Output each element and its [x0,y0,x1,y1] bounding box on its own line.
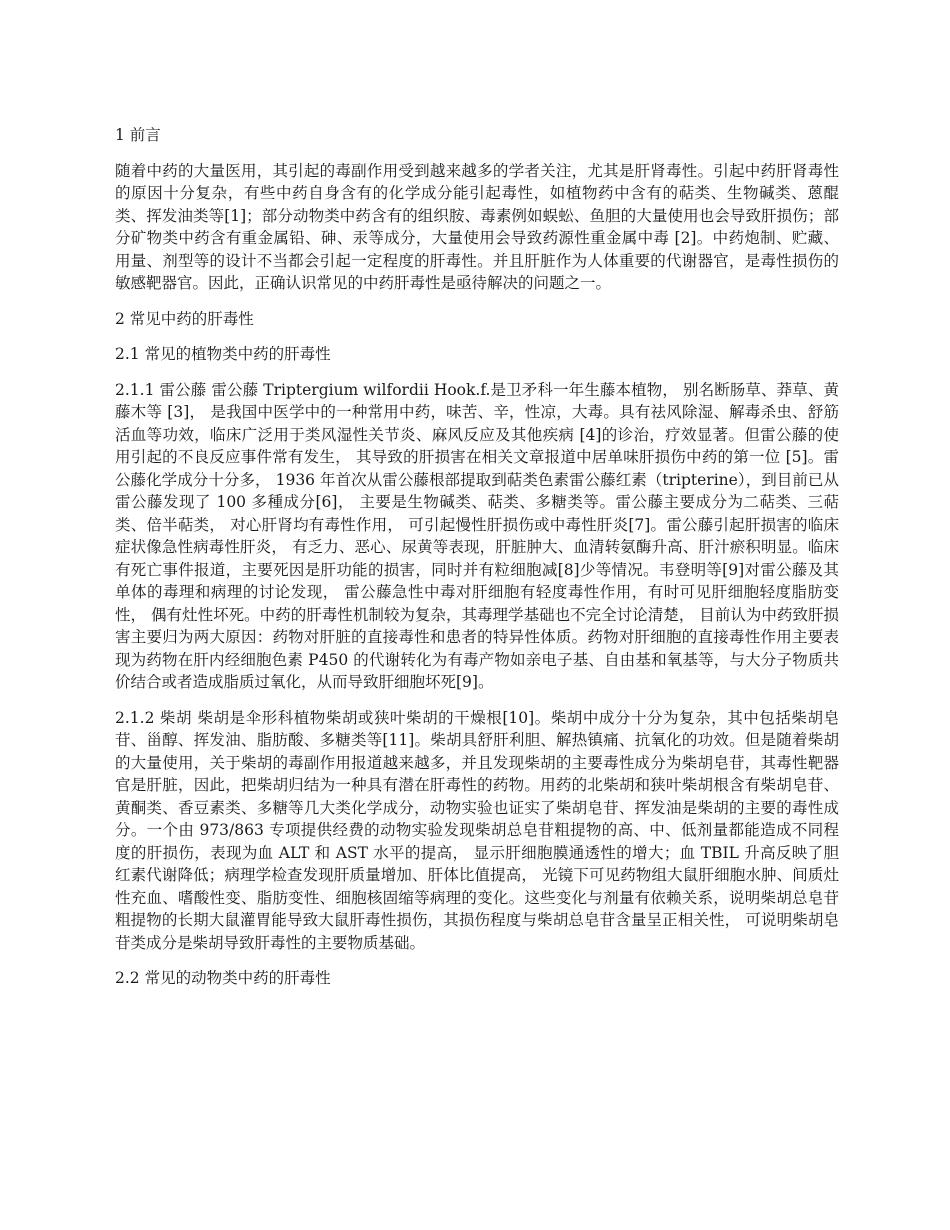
paragraph-preface: 随着中药的大量医用，其引起的毒副作用受到越来越多的学者关注，尤其是肝肾毒性。引起中药肝肾毒性的原因十分复杂，有些中药自身含有的化学成分能引起毒性，如植物药中含有的萜类、生物碱类、蒽醌类、挥发油类等[1]；部分动物类中药含有的组织胺、毒素例如蜈蚣、鱼胆的大量使用也会导致肝损伤；部分矿物类中药含有重金属铅、砷、汞等成分，大量使用会导致药源性重金属中毒 [2]。中药炮制、贮藏、用量、剂型等的设计不当都会引起一定程度的肝毒性。并且肝脏作为人体重要的代谢器官，是毒性损伤的敏感靶器官。因此，正确认识常见的中药肝毒性是亟待解决的问题之一。 [115,161,839,292]
paragraph-bupleurum: 2.1.2 柴胡 柴胡是伞形科植物柴胡或狭叶柴胡的干燥根[10]。柴胡中成分十分为复杂，其中包括柴胡皂苷、甾醇、挥发油、脂肪酸、多糖类等[11]。柴胡具舒肝利胆、解热镇痛、抗氧化的功效。但是随着柴胡的大量使用，关于柴胡的毒副作用报道越来越多，并且发现柴胡的主要毒性成分为柴胡皂苷，其毒性靶器官是肝脏，因此，把柴胡归结为一种具有潜在肝毒性的药物。用药的北柴胡和狭叶柴胡根含有柴胡皂苷、黄酮类、香豆素类、多糖等几大类化学成分，动物实验也证实了柴胡皂苷、挥发油是柴胡的主要的毒性成分。一个由 973/863 专项提供经费的动物实验发现柴胡总皂苷粗提物的高、中、低剂量都能造成不同程度的肝损伤，表现为血 ALT 和 AST 水平的提高， 显示肝细胞膜通透性的增大；血 TBIL 升高反映了胆红素代谢降低；病理学检查发现肝质量增加、肝体比值提高， 光镜下可见药物组大鼠肝细胞水肿、间质灶性充血、嗜酸性变、脂肪变性、细胞核固缩等病理的变化。这些变化与剂量有依赖关系，说明柴胡总皂苷粗提物的长期大鼠灌胃能导致大鼠肝毒性损伤，其损伤程度与柴胡总皂苷含量呈正相关性， 可说明柴胡皂苷类成分是柴胡导致肝毒性的主要物质基础。 [115,708,839,952]
section-heading-preface: 1 前言 [115,126,161,144]
document-page [115,124,839,1003]
paragraph-tripterygium: 2.1.1 雷公藤 雷公藤 Triptergium wilfordii Hook.f.是卫矛科一年生藤本植物， 别名断肠草、莽草、黄藤木等 [3]， 是我国中医学中的一种常用中药，味苦、辛，性凉，大毒。具有祛风除湿、解毒杀虫、舒筋活血等功效，临床广泛用于类风湿性关节炎、麻风反应及其他疾病 [4]的诊治，疗效显著。但雷公藤的使用引起的不良反应事件常有发生， 其导致的肝损害在相关文章报道中居单味肝损伤中药的第一位 [5]。雷公藤化学成分十分多， 1936 年首次从雷公藤根部提取到萜类色素雷公藤红素（tripterine），到目前已从雷公藤发现了 100 多種成分[6]， 主要是生物碱类、萜类、多糖类等。雷公藤主要成分为二萜类、三萜类、倍半萜类， 对心肝肾均有毒性作用， 可引起慢性肝损伤或中毒性肝炎[7]。雷公藤引起肝损害的临床症状像急性病毒性肝炎， 有乏力、恶心、尿黄等表现，肝脏肿大、血清转氨酶升高、肝汁瘀积明显。临床有死亡事件报道，主要死因是肝功能的损害，同时并有粒细胞减[8]少等情况。韦登明等[9]对雷公藤及其单体的毒理和病理的讨论发现， 雷公藤急性中毒对肝细胞有轻度毒性作用，有时可见肝细胞轻度脂肪变性， 偶有灶性坏死。中药的肝毒性机制较为复杂，其毒理学基础也不完全讨论清楚， 目前认为中药致肝损害主要归为两大原因：药物对肝脏的直接毒性和患者的特异性体质。药物对肝细胞的直接毒性作用主要表现为药物在肝内经细胞色素 P450 的代谢转化为有毒产物如亲电子基、自由基和氧基等，与大分子物质共价结合或者造成脂质过氧化，从而导致肝细胞坏死[9]。 [115,380,839,691]
section-heading-common-hepatotoxicity: 2 常见中药的肝毒性 [115,309,254,328]
subsection-heading-animal-medicines: 2.2 常见的动物类中药的肝毒性 [115,969,331,987]
subsection-heading-plant-medicines: 2.1 常见的植物类中药的肝毒性 [115,345,331,363]
